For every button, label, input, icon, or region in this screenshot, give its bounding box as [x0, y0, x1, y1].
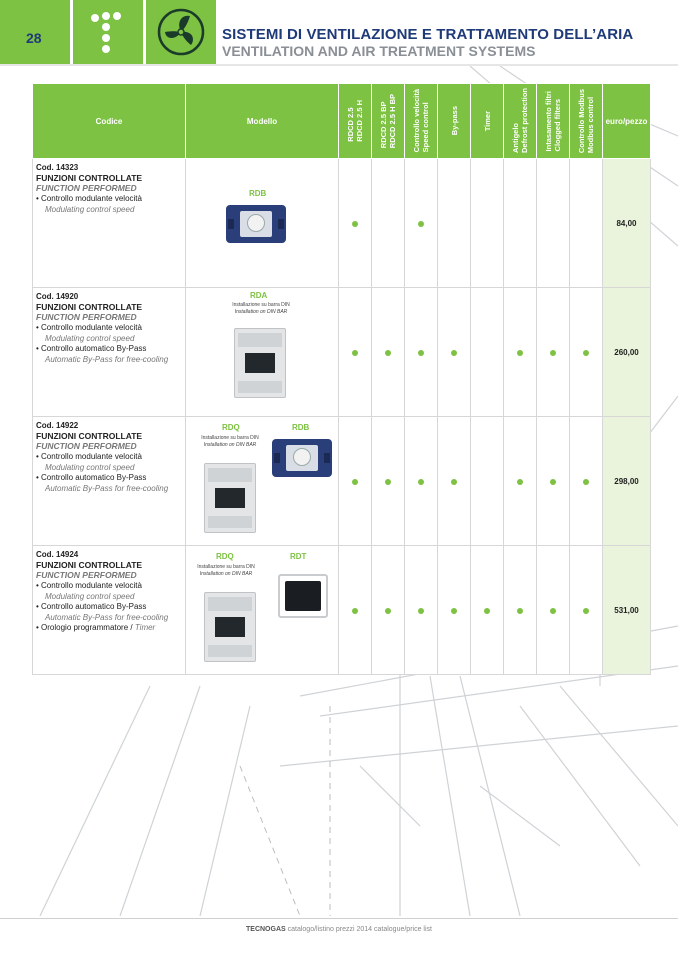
price-table — [32, 83, 651, 675]
feature-en: Automatic By-Pass for free-cooling — [45, 484, 169, 493]
mark-cell — [504, 417, 537, 546]
din-bar-note: Installazione su barra DIN Installation on DIN BAR — [201, 435, 259, 448]
table-row — [33, 417, 651, 546]
page-footer — [0, 926, 678, 933]
check-dot-icon — [418, 608, 424, 614]
header-model: Modello — [186, 84, 339, 159]
check-dot-icon — [451, 350, 457, 356]
price-cell: 260,00 — [603, 288, 651, 417]
check-dot-icon — [385, 608, 391, 614]
feature-it: • Controllo modulante velocità — [36, 581, 142, 590]
mark-cell — [570, 417, 603, 546]
functions-title: FUNZIONI CONTROLLATE — [36, 560, 143, 570]
model-label: RDT — [290, 552, 307, 561]
check-dot-icon — [583, 350, 589, 356]
mark-cell — [570, 546, 603, 675]
check-dot-icon — [451, 608, 457, 614]
mark-cell — [438, 288, 471, 417]
table-row — [33, 288, 651, 417]
feature-en: Automatic By-Pass for free-cooling — [45, 355, 169, 364]
row-model — [186, 159, 339, 288]
functions-title: FUNZIONI CONTROLLATE — [36, 431, 143, 441]
price-cell: 531,00 — [603, 546, 651, 675]
mark-cell — [570, 159, 603, 288]
feature-it: • Controllo modulante velocità — [36, 194, 142, 203]
mark-cell — [570, 288, 603, 417]
functions-title-en: FUNCTION PERFORMED — [36, 312, 137, 322]
feature-it: • Controllo modulante velocità — [36, 452, 142, 461]
functions-title-en: FUNCTION PERFORMED — [36, 570, 137, 580]
mark-cell — [372, 288, 405, 417]
footer-divider — [0, 918, 678, 919]
feature-it: • Controllo automatico By-Pass — [36, 473, 147, 482]
mark-cell — [537, 288, 570, 417]
row-description — [33, 288, 186, 417]
rda-device-image — [234, 328, 286, 398]
fan-icon — [146, 0, 216, 64]
page-subtitle: VENTILATION AND AIR TREATMENT SYSTEMS — [222, 43, 536, 59]
product-code: Cod. 14323 — [36, 163, 79, 172]
row-description — [33, 159, 186, 288]
check-dot-icon — [550, 479, 556, 485]
mark-cell — [372, 546, 405, 675]
page-number: 28 — [26, 30, 42, 46]
rdq-device-image — [204, 592, 256, 662]
mark-cell — [504, 159, 537, 288]
check-dot-icon — [550, 608, 556, 614]
mark-cell — [405, 288, 438, 417]
check-dot-icon — [385, 350, 391, 356]
price-cell: 298,00 — [603, 417, 651, 546]
row-description — [33, 546, 186, 675]
check-dot-icon — [385, 479, 391, 485]
tecnogas-dots-icon — [73, 0, 143, 64]
mark-cell — [504, 546, 537, 675]
mark-cell — [438, 417, 471, 546]
feature-en: Modulating control speed — [45, 205, 135, 214]
check-dot-icon — [352, 479, 358, 485]
product-code: Cod. 14920 — [36, 292, 79, 301]
mark-cell — [339, 417, 372, 546]
product-code: Cod. 14922 — [36, 421, 79, 430]
table-row — [33, 546, 651, 675]
header-modbus: Controllo Modbus Modbus control — [570, 84, 603, 159]
mark-cell — [537, 159, 570, 288]
rdt-device-image — [278, 574, 328, 618]
model-label: RDA — [250, 291, 268, 300]
check-dot-icon — [451, 479, 457, 485]
feature-it: • Controllo modulante velocità — [36, 323, 142, 332]
rdb-device-image — [226, 205, 286, 243]
model-label: RDQ — [216, 552, 234, 561]
model-label: RDQ — [222, 423, 240, 432]
model-label: RDB — [249, 189, 267, 198]
din-bar-note: Installazione su barra DIN Installation on DIN BAR — [232, 302, 290, 315]
check-dot-icon — [418, 350, 424, 356]
mark-cell — [438, 546, 471, 675]
page-header — [0, 0, 678, 64]
header-rdcd-bp: RDCD 2.5 BP RDCD 2.5 H BP — [372, 84, 405, 159]
row-model — [186, 288, 339, 417]
mark-cell — [471, 159, 504, 288]
check-dot-icon — [418, 221, 424, 227]
check-dot-icon — [484, 608, 490, 614]
functions-title: FUNZIONI CONTROLLATE — [36, 302, 143, 312]
product-code: Cod. 14924 — [36, 550, 79, 559]
feature-en: Automatic By-Pass for free-cooling — [45, 613, 169, 622]
table-row — [33, 159, 651, 288]
header-defrost: Antigelo Defrost protection — [504, 84, 537, 159]
model-label: RDB — [292, 423, 310, 432]
header-speed-control: Controllo velocità Speed control — [405, 84, 438, 159]
check-dot-icon — [517, 479, 523, 485]
header-bypass: By-pass — [438, 84, 471, 159]
feature-it: • Orologio programmatore / Timer — [36, 623, 156, 632]
mark-cell — [471, 546, 504, 675]
functions-title-en: FUNCTION PERFORMED — [36, 441, 137, 451]
mark-cell — [405, 546, 438, 675]
mark-cell — [537, 417, 570, 546]
functions-title-en: FUNCTION PERFORMED — [36, 183, 137, 193]
check-dot-icon — [352, 221, 358, 227]
mark-cell — [504, 288, 537, 417]
footer-text: catalogo/listino prezzi 2014 catalogue/price list — [285, 926, 432, 933]
feature-it: • Controllo automatico By-Pass — [36, 344, 147, 353]
feature-en: Modulating control speed — [45, 463, 135, 472]
din-bar-note: Installazione su barra DIN Installation on DIN BAR — [197, 564, 255, 577]
mark-cell — [405, 159, 438, 288]
check-dot-icon — [418, 479, 424, 485]
mark-cell — [537, 546, 570, 675]
mark-cell — [438, 159, 471, 288]
mark-cell — [339, 288, 372, 417]
mark-cell — [471, 288, 504, 417]
mark-cell — [405, 417, 438, 546]
mark-cell — [471, 417, 504, 546]
page-title: SISTEMI DI VENTILAZIONE E TRATTAMENTO DELL’ARIA — [222, 26, 634, 43]
feature-en: Modulating control speed — [45, 334, 135, 343]
header-rdcd: RDCD 2.5 RDCD 2.5 H — [339, 84, 372, 159]
check-dot-icon — [550, 350, 556, 356]
row-description — [33, 417, 186, 546]
rdb-device-image — [272, 439, 332, 477]
feature-en: Modulating control speed — [45, 592, 135, 601]
footer-brand: TECNOGAS — [246, 926, 286, 933]
check-dot-icon — [352, 350, 358, 356]
header-price: euro/pezzo — [603, 84, 651, 159]
mark-cell — [339, 159, 372, 288]
check-dot-icon — [517, 608, 523, 614]
check-dot-icon — [352, 608, 358, 614]
check-dot-icon — [517, 350, 523, 356]
mark-cell — [339, 546, 372, 675]
mark-cell — [372, 159, 405, 288]
table-header-row — [33, 84, 651, 159]
row-model — [186, 417, 339, 546]
rdq-device-image — [204, 463, 256, 533]
row-model — [186, 546, 339, 675]
header-code: Codice — [33, 84, 186, 159]
check-dot-icon — [583, 479, 589, 485]
header-timer: Timer — [471, 84, 504, 159]
price-cell: 84,00 — [603, 159, 651, 288]
mark-cell — [372, 417, 405, 546]
feature-it: • Controllo automatico By-Pass — [36, 602, 147, 611]
functions-title: FUNZIONI CONTROLLATE — [36, 173, 143, 183]
header-clogged-filters: Intasamento filtri Clogged filters — [537, 84, 570, 159]
check-dot-icon — [583, 608, 589, 614]
